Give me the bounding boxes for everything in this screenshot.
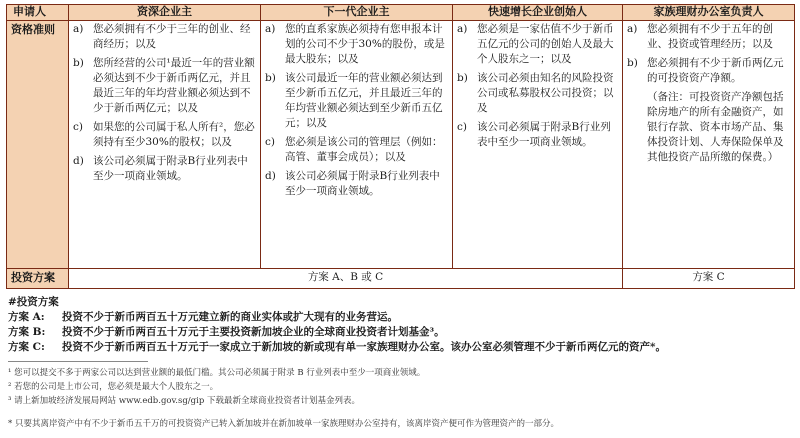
plan-row [7,269,795,289]
criteria-item-key: b) [73,57,84,69]
plan-note-text: 投资不少于新币两百五十万元于一家成立于新加坡的新或现有单一家族理财办公室。该办公室必须管理不少于新币两亿元的资产*。 [62,341,666,353]
criteria-col-4 [623,21,795,269]
criteria-item [265,22,448,67]
header-founder: 快速增长企业创始人 [453,5,623,21]
footnote-2: ² 若您的公司是上市公司，您必须是最大个人股东之一。 [8,382,219,392]
criteria-item [265,71,448,131]
header-senior-owner: 资深企业主 [69,5,261,21]
criteria-item-text: 您所经营的公司¹最近一年的营业额必须达到不少于新币两亿元，并且最近三年的年均营业额必须达到不少于新币两亿元；以及 [93,57,255,114]
criteria-item [73,22,256,52]
plan-notes [8,295,798,355]
criteria-col-2 [261,21,453,269]
criteria-item-key: a) [457,23,468,35]
criteria-item [265,169,448,199]
criteria-item [457,22,618,67]
criteria-item-key: d) [265,170,276,182]
header-family-office: 家族理财办公室负责人 [623,5,795,21]
criteria-item-key: a) [265,23,276,35]
plan-notes-title: #投资方案 [8,296,59,308]
plan-note-text: 投资不少于新币两百五十万元建立新的商业实体或扩大现有的业务营运。 [62,311,398,323]
criteria-item [457,120,618,150]
eligibility-table [6,4,795,289]
plan-note [8,310,798,325]
criteria-item-key: c) [73,121,83,133]
plan-note-text: 投资不少于新币两百五十万元于主要投资新加坡企业的全球商业投资者计划基金³。 [62,326,445,338]
criteria-item [457,71,618,116]
criteria-item-key: b) [627,57,638,69]
plan-abc: 方案 A、B 或 C [69,269,623,289]
criteria-item [73,154,256,184]
criteria-row [7,21,795,269]
criteria-item-text: 您必须拥有不少于五年的创业、投资或管理经历；以及 [647,23,773,50]
plan-note-key: 方案 C: [8,341,45,353]
criteria-col-3 [453,21,623,269]
criteria-item [73,120,256,150]
plan-label: 投资方案 [7,269,69,289]
plan-note [8,340,798,355]
criteria-item-text: 您必须拥有不少于新币两亿元的可投资资产净额。 [647,57,784,84]
criteria-item-text: 您必须是该公司的管理层（例如：高管、董事会成员）；以及 [285,136,443,163]
criteria-item-key: c) [457,121,467,133]
criteria-item-key: b) [265,72,276,84]
criteria-item-text: 该公司必须由知名的风险投资公司或私募股权公司投资；以及 [477,72,614,114]
plan-note-key: 方案 B: [8,326,46,338]
header-applicant: 申请人 [7,5,69,21]
criteria-item [265,135,448,165]
criteria-item-key: a) [73,23,84,35]
plan-c: 方案 C [623,269,795,289]
criteria-item [627,90,790,165]
criteria-item-text: 该公司必须属于附录B行业列表中至少一项商业领域。 [285,170,440,197]
criteria-item [73,56,256,116]
footnote-divider [8,361,148,362]
criteria-item-text: 您必须是一家估值不少于新币五亿元的公司的创始人及最大个人股东之一；以及 [477,23,614,65]
criteria-item-key: a) [627,23,638,35]
criteria-col-1 [69,21,261,269]
criteria-item-key: d) [73,155,84,167]
plan-note-key: 方案 A: [8,311,45,323]
criteria-item-text: 该公司必须属于附录B行业列表中至少一项商业领域。 [477,121,611,148]
plan-note [8,325,798,340]
header-row [7,5,795,21]
criteria-item [627,22,790,52]
criteria-item-text: 该公司最近一年的营业额必须达到至少新币五亿元，并且最近三年的年均营业额必须达到至少新币五亿元；以及 [285,72,443,129]
header-next-gen-owner: 下一代企业主 [261,5,453,21]
footnote-asterisk: * 只要其离岸资产中有不少于新币五千万的可投资资产已转入新加坡并在新加坡单一家族理财办公室持有，该离岸资产便可作为管理资产的一部分。 [8,419,559,429]
criteria-item-text: 您必须拥有不少于三年的创业、经商经历；以及 [93,23,251,50]
criteria-item-key [627,90,647,165]
criteria-item-text: （备注：可投资资产净额包括除房地产的所有金融资产，如银行存款、资本市场产品、集体投资计划、人寿保险保单及其他投资产品所缴的保费。） [647,91,784,163]
criteria-item-key: b) [457,72,468,84]
footnote-3: ³ 请上新加坡经济发展局网站 www.edb.gov.sg/gip 下载最新全球商业投资者计划基金列表。 [8,396,360,406]
criteria-item [627,56,790,86]
criteria-item-text: 您的直系家族必须持有您申报本计划的公司不少于30%的股份，或是最大股东；以及 [285,23,445,65]
criteria-label: 资格准则 [7,21,69,269]
criteria-item-text: 该公司必须属于附录B行业列表中至少一项商业领域。 [93,155,248,182]
criteria-item-key: c) [265,136,275,148]
footnote-1: ¹ 您可以提交不多于两家公司以达到营业额的最低门槛。其公司必须属于附录 B 行业列表中至少一项商业领域。 [8,368,426,378]
criteria-item-text: 如果您的公司属于私人所有²，您必须持有至少30%的股权；以及 [93,121,255,148]
